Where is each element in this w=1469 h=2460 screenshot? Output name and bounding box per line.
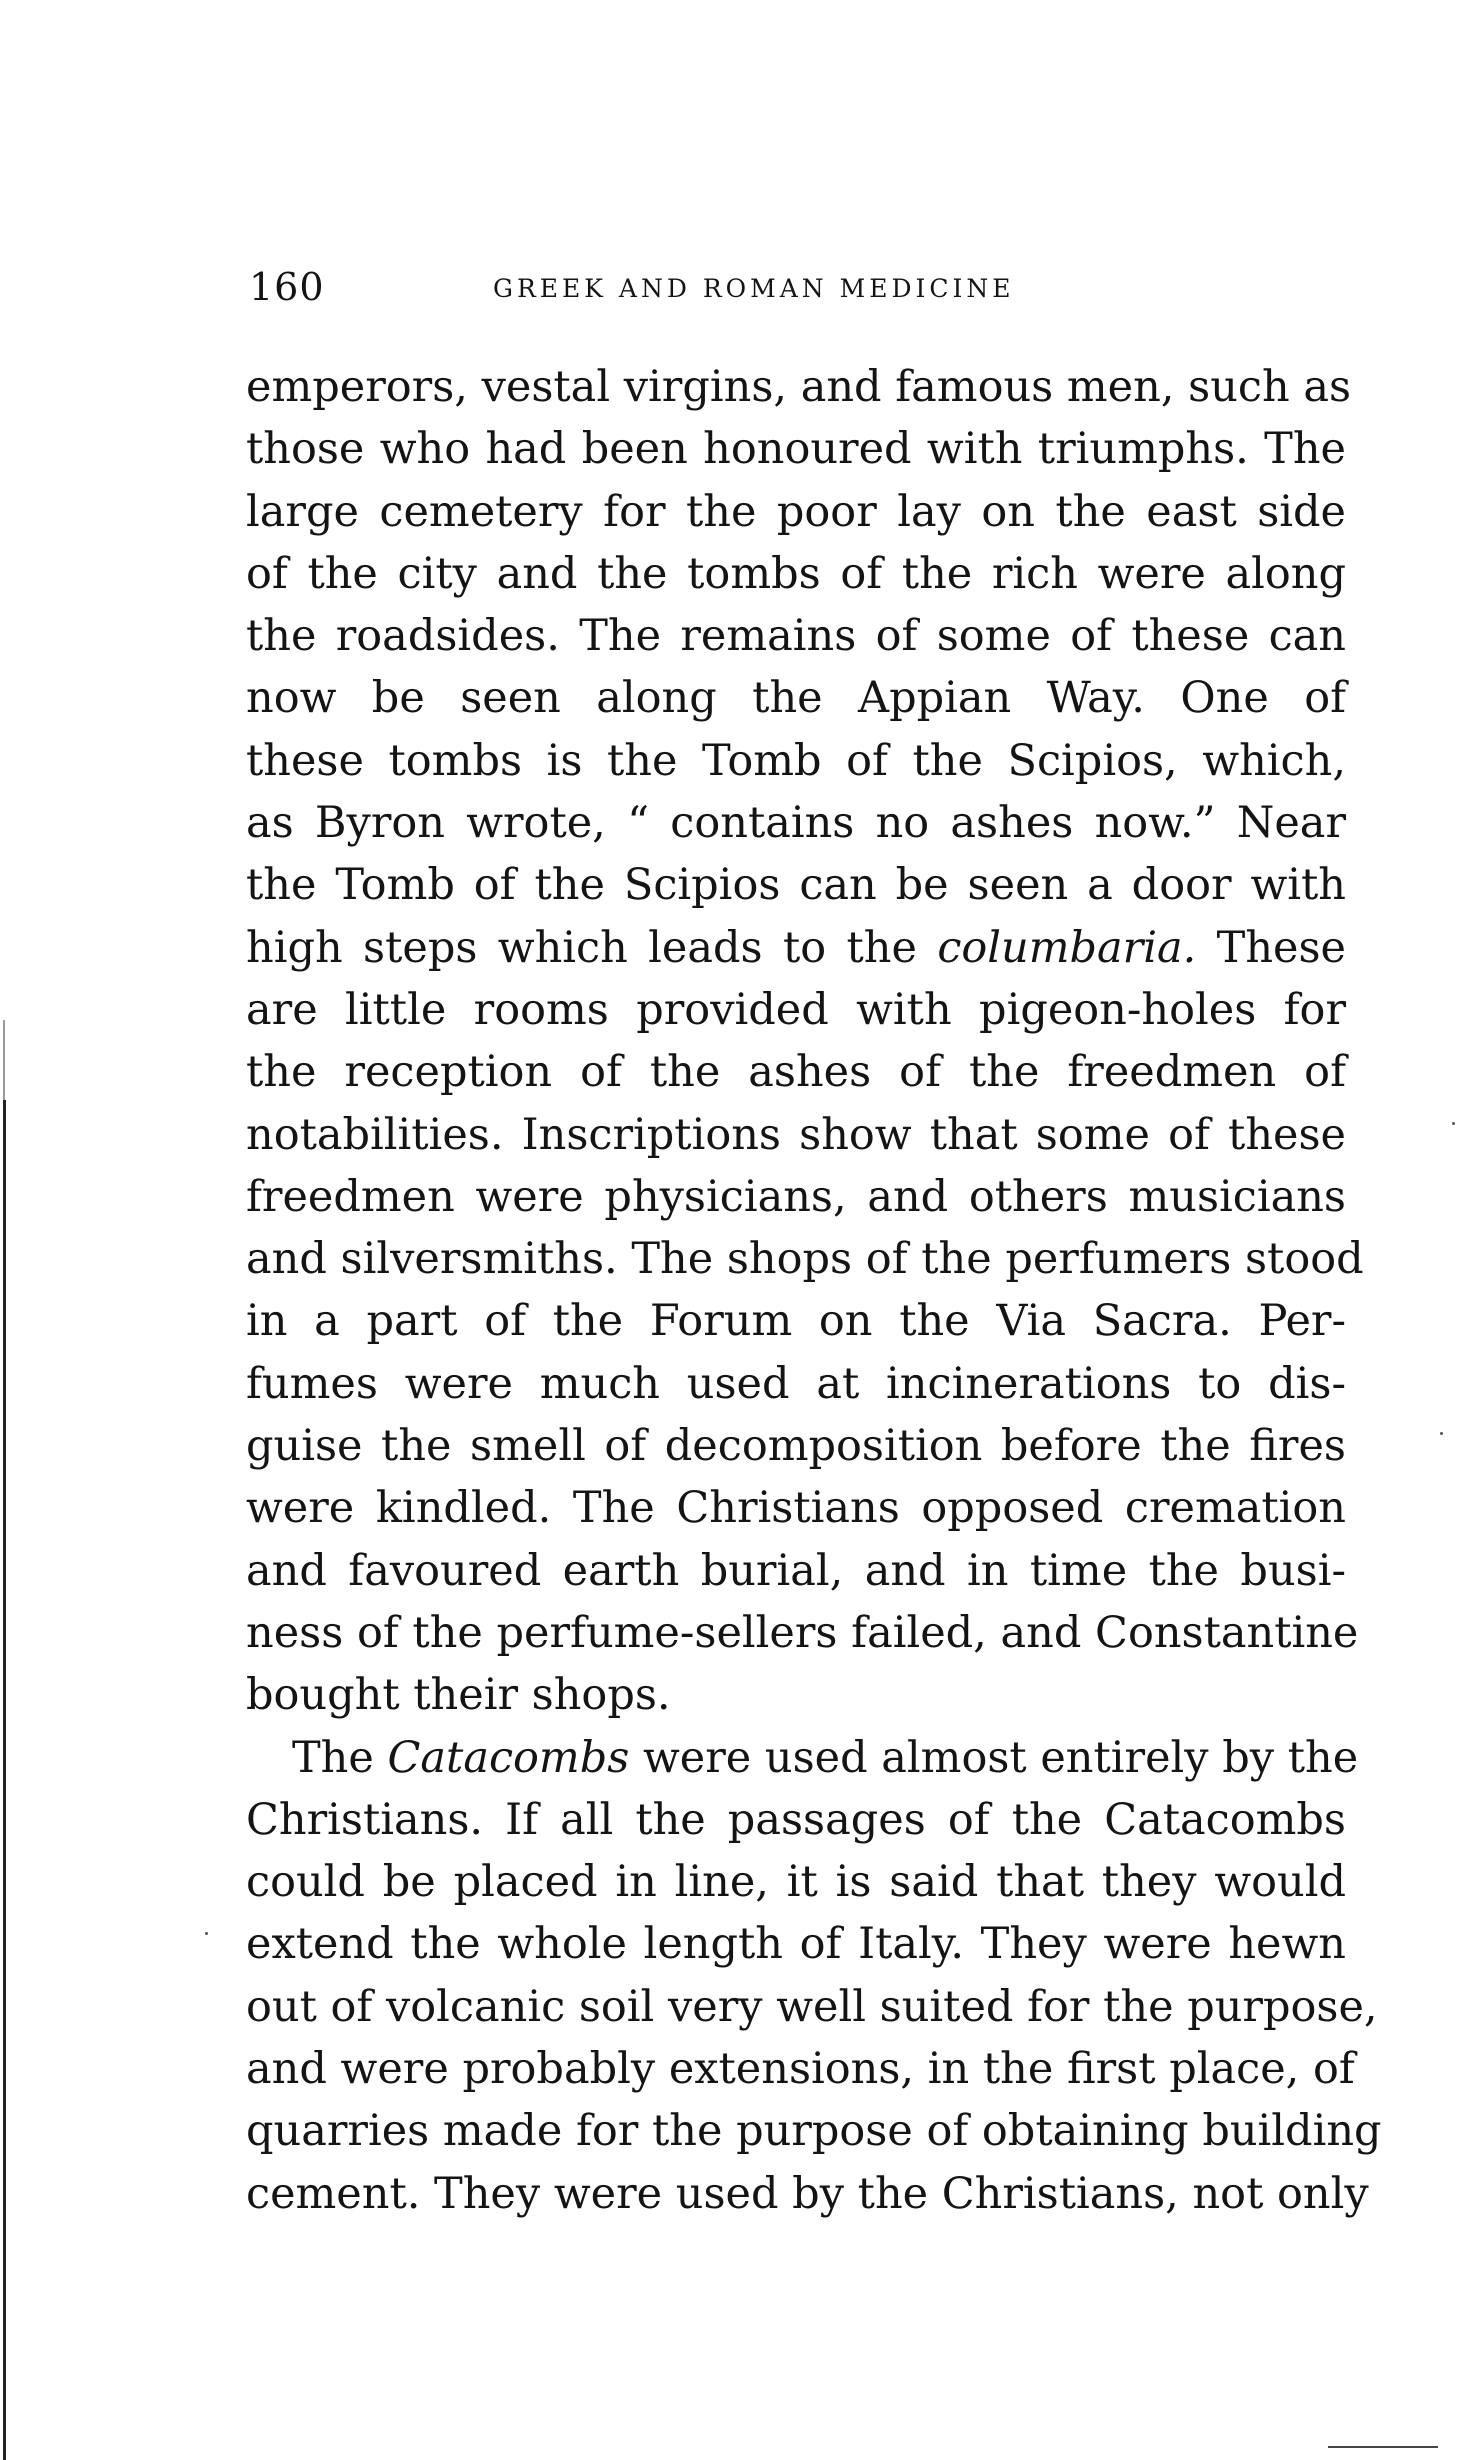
paragraph-start-line	[246, 1727, 1359, 1789]
text-span: These	[1196, 922, 1346, 973]
text-line: ness of the perfume-sellers failed, and Constantine	[246, 1607, 1359, 1658]
scan-margin-mark	[3, 1020, 5, 1100]
text-line: extend the whole length of Italy. They were hewn	[246, 1919, 1346, 1970]
text-span: The	[292, 1732, 388, 1783]
text-line: cement. They were used by the Christians, not only	[246, 2168, 1369, 2219]
italic-term: Catacombs	[387, 1732, 630, 1783]
text-line: as Byron wrote, “ contains no ashes now.” Near	[246, 798, 1346, 849]
text-line: in a part of the Forum on the Via Sacra. Per-	[246, 1296, 1346, 1347]
text-line: and favoured earth burial, and in time the busi-	[246, 1545, 1346, 1596]
text-line: quarries made for the purpose of obtaining building	[246, 2106, 1382, 2157]
text-line: were kindled. The Christians opposed cremation	[246, 1483, 1346, 1534]
scan-bottom-rule	[1328, 2446, 1438, 2448]
text-line: could be placed in line, it is said that they would	[246, 1857, 1346, 1908]
text-line: those who had been honoured with triumphs. The	[246, 424, 1346, 475]
text-line: notabilities. Inscriptions show that some of these	[246, 1109, 1346, 1160]
italic-term: columbaria.	[937, 922, 1197, 973]
text-line: the reception of the ashes of the freedmen of	[246, 1047, 1346, 1098]
text-line: the Tomb of the Scipios can be seen a door with	[246, 860, 1346, 911]
page-header	[249, 262, 1349, 312]
page-number: 160	[249, 265, 325, 309]
text-line: are little rooms provided with pigeon-holes for	[246, 984, 1346, 1035]
text-line: and silversmiths. The shops of the perfumers stood	[246, 1234, 1364, 1285]
text-line: out of volcanic soil very well suited for the purpose,	[246, 1981, 1378, 2032]
text-span: were used almost entirely by the	[629, 1732, 1359, 1783]
scan-speck	[1452, 1122, 1455, 1125]
text-line	[246, 917, 1346, 979]
text-line: emperors, vestal virgins, and famous men, such as	[246, 362, 1352, 412]
text-line: fumes were much used at incinerations to dis-	[246, 1358, 1346, 1409]
text-line: now be seen along the Appian Way. One of	[246, 673, 1346, 724]
text-line: these tombs is the Tomb of the Scipios, which,	[246, 735, 1346, 786]
text-line: Christians. If all the passages of the Catacombs	[246, 1794, 1346, 1845]
scan-edge-line	[3, 1100, 6, 2460]
text-line: bought their shops.	[246, 1670, 671, 1721]
text-span: high steps which leads to the	[246, 922, 938, 973]
text-line: freedmen were physicians, and others musicians	[246, 1171, 1346, 1222]
scan-speck	[1440, 1432, 1443, 1435]
scan-speck	[205, 1932, 208, 1935]
text-line: large cemetery for the poor lay on the east side	[246, 486, 1346, 537]
text-line: and were probably extensions, in the first place, of	[246, 2044, 1355, 2095]
text-line: of the city and the tombs of the rich were along	[246, 548, 1346, 599]
text-line: the roadsides. The remains of some of these can	[246, 611, 1346, 662]
body-text	[246, 356, 1382, 2225]
text-line: guise the smell of decomposition before the fires	[246, 1421, 1346, 1472]
running-title: GREEK AND ROMAN MEDICINE	[493, 274, 1015, 303]
